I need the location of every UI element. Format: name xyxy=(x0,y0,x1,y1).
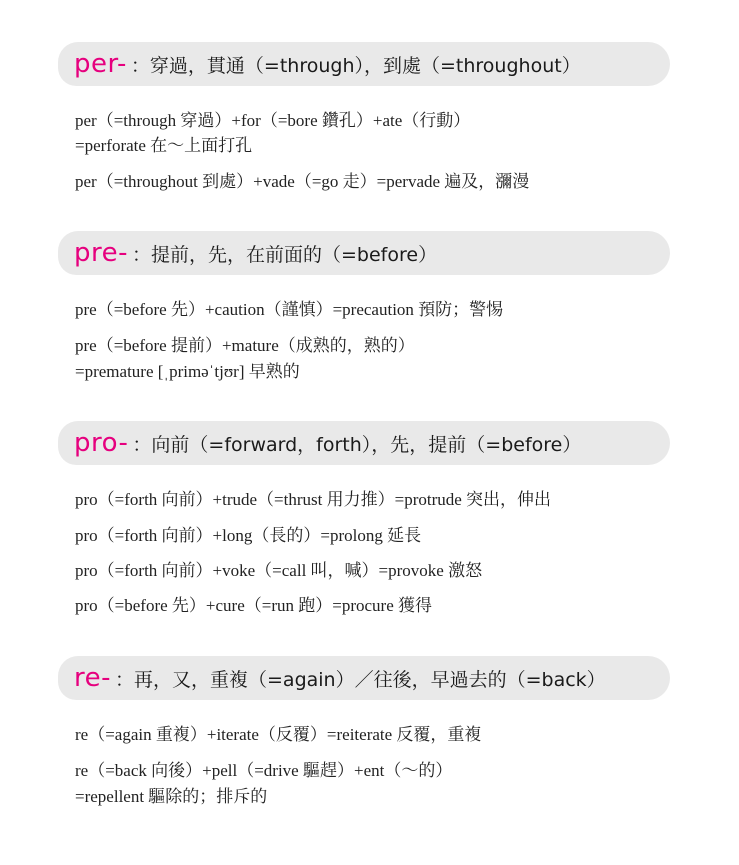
example-line: pro（=forth 向前）+trude（=thrust 用力推）=protrude 突出，伸出 xyxy=(75,490,552,509)
example-line: pro（=before 先）+cure（=run 跑）=procure 獲得 xyxy=(75,596,432,615)
prefix-label: re- xyxy=(74,663,111,693)
section-header-pre xyxy=(58,231,670,275)
prefix-label: pro- xyxy=(74,428,129,458)
example-line: pre（=before 先）+caution（謹慎）=precaution 預防；警惕 xyxy=(75,300,504,319)
example-line: pre（=before 提前）+mature（成熟的，熟的） xyxy=(75,336,415,355)
prefix-meaning: ：向前（=forward，forth），先，提前（=before） xyxy=(132,433,582,456)
prefix-label: pre- xyxy=(74,238,128,268)
example-line: =repellent 驅除的；排斥的 xyxy=(75,787,268,806)
prefix-label: per- xyxy=(74,49,127,79)
section-header-per xyxy=(58,42,670,86)
example-line: re（=again 重複）+iterate（反覆）=reiterate 反覆，重複 xyxy=(75,725,482,744)
example-line: =premature [ˌpriməˈtjʊr] 早熟的 xyxy=(75,362,300,381)
prefix-meaning: ：再，又，重複（=again）／往後，早過去的（=back） xyxy=(115,668,606,691)
example-line: =perforate 在～上面打孔 xyxy=(75,136,253,155)
example-line: per（=throughout 到處）+vade（=go 走）=pervade 遍及，瀰漫 xyxy=(75,172,530,191)
example-line: pro（=forth 向前）+long（長的）=prolong 延長 xyxy=(75,526,422,545)
prefix-meaning: ：穿過，貫通（=through），到處（=throughout） xyxy=(130,54,581,77)
example-line: per（=through 穿過）+for（=bore 鑽孔）+ate（行動） xyxy=(75,111,471,130)
prefix-meaning: ：提前，先，在前面的（=before） xyxy=(132,243,438,266)
section-header-re xyxy=(58,656,670,700)
example-line: re（=back 向後）+pell（=drive 驅趕）+ent（～的） xyxy=(75,761,453,780)
example-line: pro（=forth 向前）+voke（=call 叫，喊）=provoke 激怒 xyxy=(75,561,483,580)
section-header-pro xyxy=(58,421,670,465)
